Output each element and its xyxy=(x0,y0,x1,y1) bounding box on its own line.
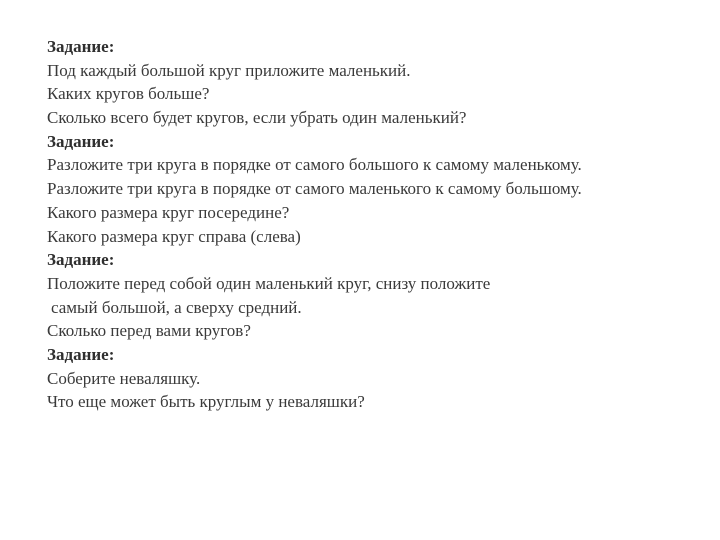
task-line: Соберите неваляшку. xyxy=(47,368,201,388)
task-line: Под каждый большой круг приложите маленький. xyxy=(47,60,411,80)
task-heading: Задание: xyxy=(47,250,115,270)
task-line: Сколько перед вами кругов? xyxy=(47,321,251,341)
task-line: Положите перед собой один маленький круг, снизу положите xyxy=(47,273,491,293)
task-line: Каких кругов больше? xyxy=(47,84,210,104)
task-heading: Задание: xyxy=(47,131,115,151)
task-heading: Задание: xyxy=(47,37,115,56)
task-line: Какого размера круг справа (слева) xyxy=(47,226,301,246)
task-line: Разложите три круга в порядке от самого большого к самому маленькому. xyxy=(47,155,582,175)
task-line: Какого размера круг посередине? xyxy=(47,202,290,222)
task-text-block xyxy=(47,35,707,414)
task-line: Сколько всего будет кругов, если убрать один маленький? xyxy=(47,108,467,128)
task-line: Что еще может быть круглым у неваляшки? xyxy=(47,392,365,412)
task-line: Разложите три круга в порядке от самого маленького к самому большому. xyxy=(47,179,582,199)
task-heading: Задание: xyxy=(47,344,115,364)
task-line: самый большой, а сверху средний. xyxy=(51,297,302,317)
